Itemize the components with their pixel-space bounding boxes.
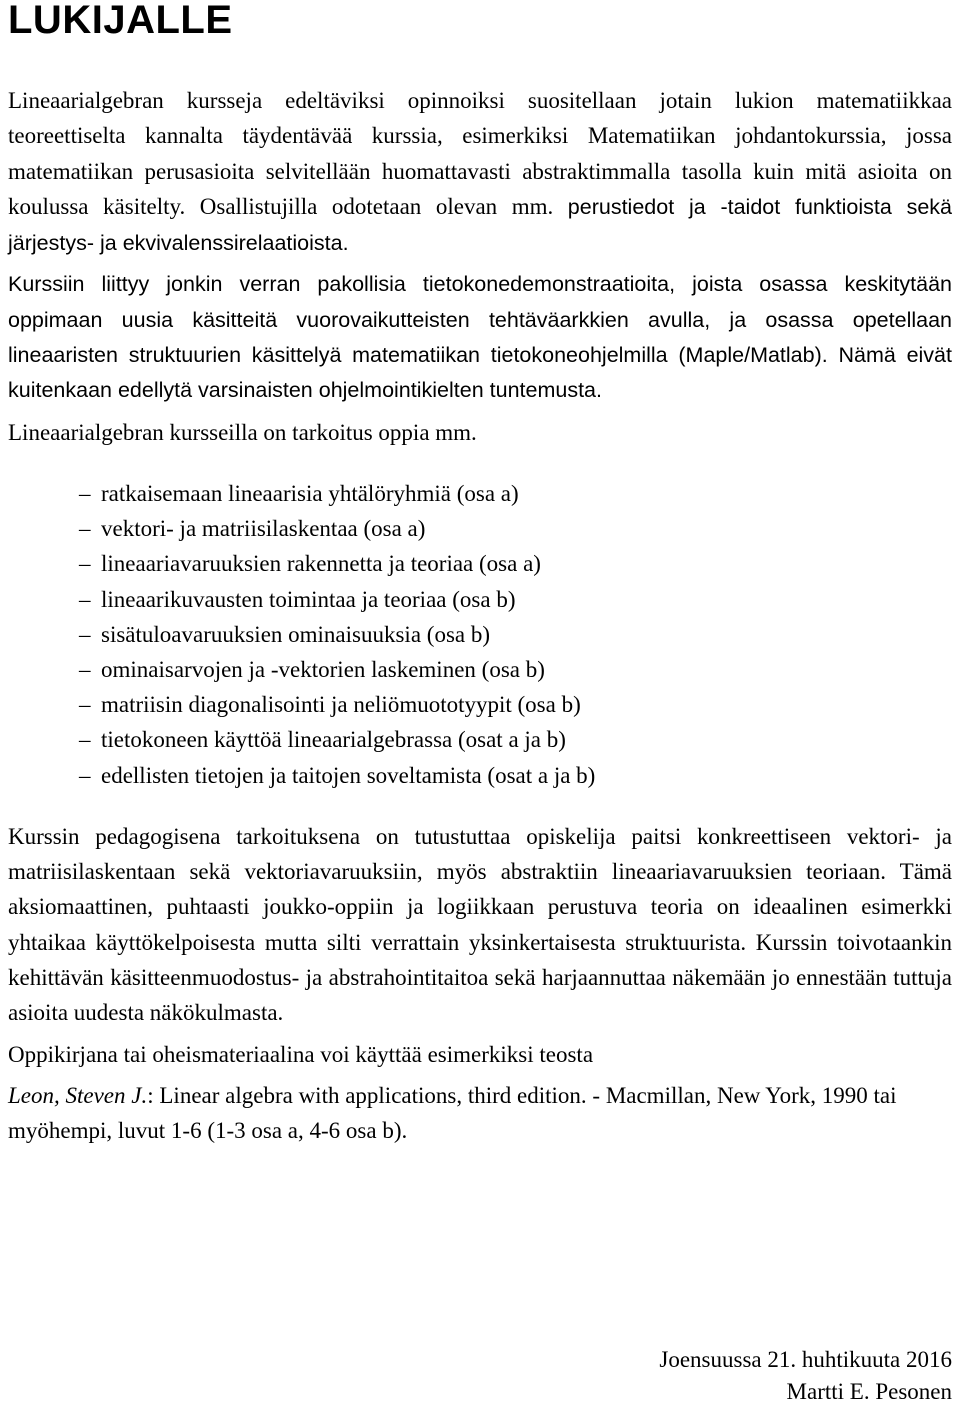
intro-text-middle: , jossa matematiikan perusasioita selvitellään huomattavasti abstraktimmalla tasolla kuin mitä asioita on koulussa käsitelty. Osallistujilla odotetaan olevan mm. bbox=[8, 123, 953, 219]
reference-citation bbox=[8, 1078, 952, 1149]
list-item: – edellisten tietojen ja taitojen soveltamista (osat a ja b) bbox=[79, 758, 952, 793]
demonstrations-paragraph: Kurssiin liittyy jonkin verran pakollisia tietokonedemonstraatioita, joista osassa keskitytään oppimaan uusia käsitteitä vuorovaikutteisten tehtäväarkkien avulla, ja osassa opetellaan lineaaristen struktuurien käsittelyä matematiikan tietokoneohjelmilla (Maple/Matlab). Nämä eivät kuitenkaan edellytä varsinaisten ohjelmointikielten tuntemusta. bbox=[8, 272, 952, 403]
list-item: – sisätuloavaruuksien ominaisuuksia (osa b) bbox=[79, 617, 952, 652]
signature-name: Martti E. Pesonen bbox=[786, 1379, 952, 1404]
dash-marker: – bbox=[79, 551, 91, 577]
reference-lead: Oppikirjana tai oheismateriaalina voi käyttää esimerkiksi teosta bbox=[8, 1041, 594, 1067]
reference-details: : Linear algebra with applications, third edition. - Macmillan, New York, 1990 tai myöhempi, luvut 1-6 (1-3 osa a, 4-6 osa b). bbox=[8, 1082, 897, 1144]
dash-marker: – bbox=[79, 692, 91, 718]
intro-text-end: perustiedot ja -taidot funktioista sekä järjestys- ja ekvivalenssirelaatioista. bbox=[8, 194, 952, 256]
list-item: – lineaariavaruuksien rakennetta ja teoriaa (osa a) bbox=[79, 546, 952, 581]
intro-text-start: Lineaarialgebran kursseja edeltäviksi opinnoiksi suositellaan jotain lukion matematiikkaa teoreettiselta kannalta täydentävää kurssia, esimerkiksi bbox=[8, 88, 952, 149]
list-item: – matriisin diagonalisointi ja neliömuototyypit (osa b) bbox=[79, 687, 952, 722]
dash-marker: – bbox=[79, 586, 91, 612]
page-title: LUKIJALLE bbox=[8, 0, 233, 42]
signature-place-date: Joensuussa 21. huhtikuuta 2016 bbox=[659, 1347, 952, 1372]
goals-list bbox=[8, 476, 952, 793]
signature-block bbox=[659, 1344, 952, 1408]
list-item: – lineaarikuvausten toimintaa ja teoriaa (osa b) bbox=[79, 582, 952, 617]
intro-paragraph bbox=[8, 83, 952, 261]
list-item: – ratkaisemaan lineaarisia yhtälöryhmiä (osa a) bbox=[79, 476, 952, 511]
pedagogy-paragraph: Kurssin pedagogisena tarkoituksena on tutustuttaa opiskelija paitsi konkreettiseen vektori- ja matriisilaskentaan sekä vektoriavaruuksiin, myös abstraktiin lineaariavaruuksien teoriaan. Tämä aksiomaattinen, puhtaasti joukko-oppiin ja logiikkaan perustuva teoria on ideaalinen esimerkki yhtaikaa käyttökelpoisesta mutta silti verrattain yksinkertaisesta struktuurista. Kurssin toivotaankin kehittävän käsitteenmuodostus- ja abstrahointitaitoa sekä harjaannuttaa näkemään jo ennestään tuttuja asioita uudesta näkökulmasta. bbox=[8, 823, 952, 1026]
dash-marker: – bbox=[79, 480, 91, 506]
dash-marker: – bbox=[79, 656, 91, 682]
dash-marker: – bbox=[79, 516, 91, 542]
course-name: Matematiikan johdantokurssia bbox=[587, 123, 881, 149]
dash-marker: – bbox=[79, 762, 91, 788]
goals-lead: Lineaarialgebran kursseilla on tarkoitus oppia mm. bbox=[8, 419, 477, 445]
reference-author: Leon, Steven J. bbox=[8, 1082, 148, 1108]
dash-marker: – bbox=[79, 727, 91, 753]
dash-marker: – bbox=[79, 621, 91, 647]
list-item: – vektori- ja matriisilaskentaa (osa a) bbox=[79, 511, 952, 546]
list-item: – tietokoneen käyttöä lineaarialgebrassa (osat a ja b) bbox=[79, 722, 952, 757]
list-item: – ominaisarvojen ja -vektorien laskeminen (osa b) bbox=[79, 652, 952, 687]
